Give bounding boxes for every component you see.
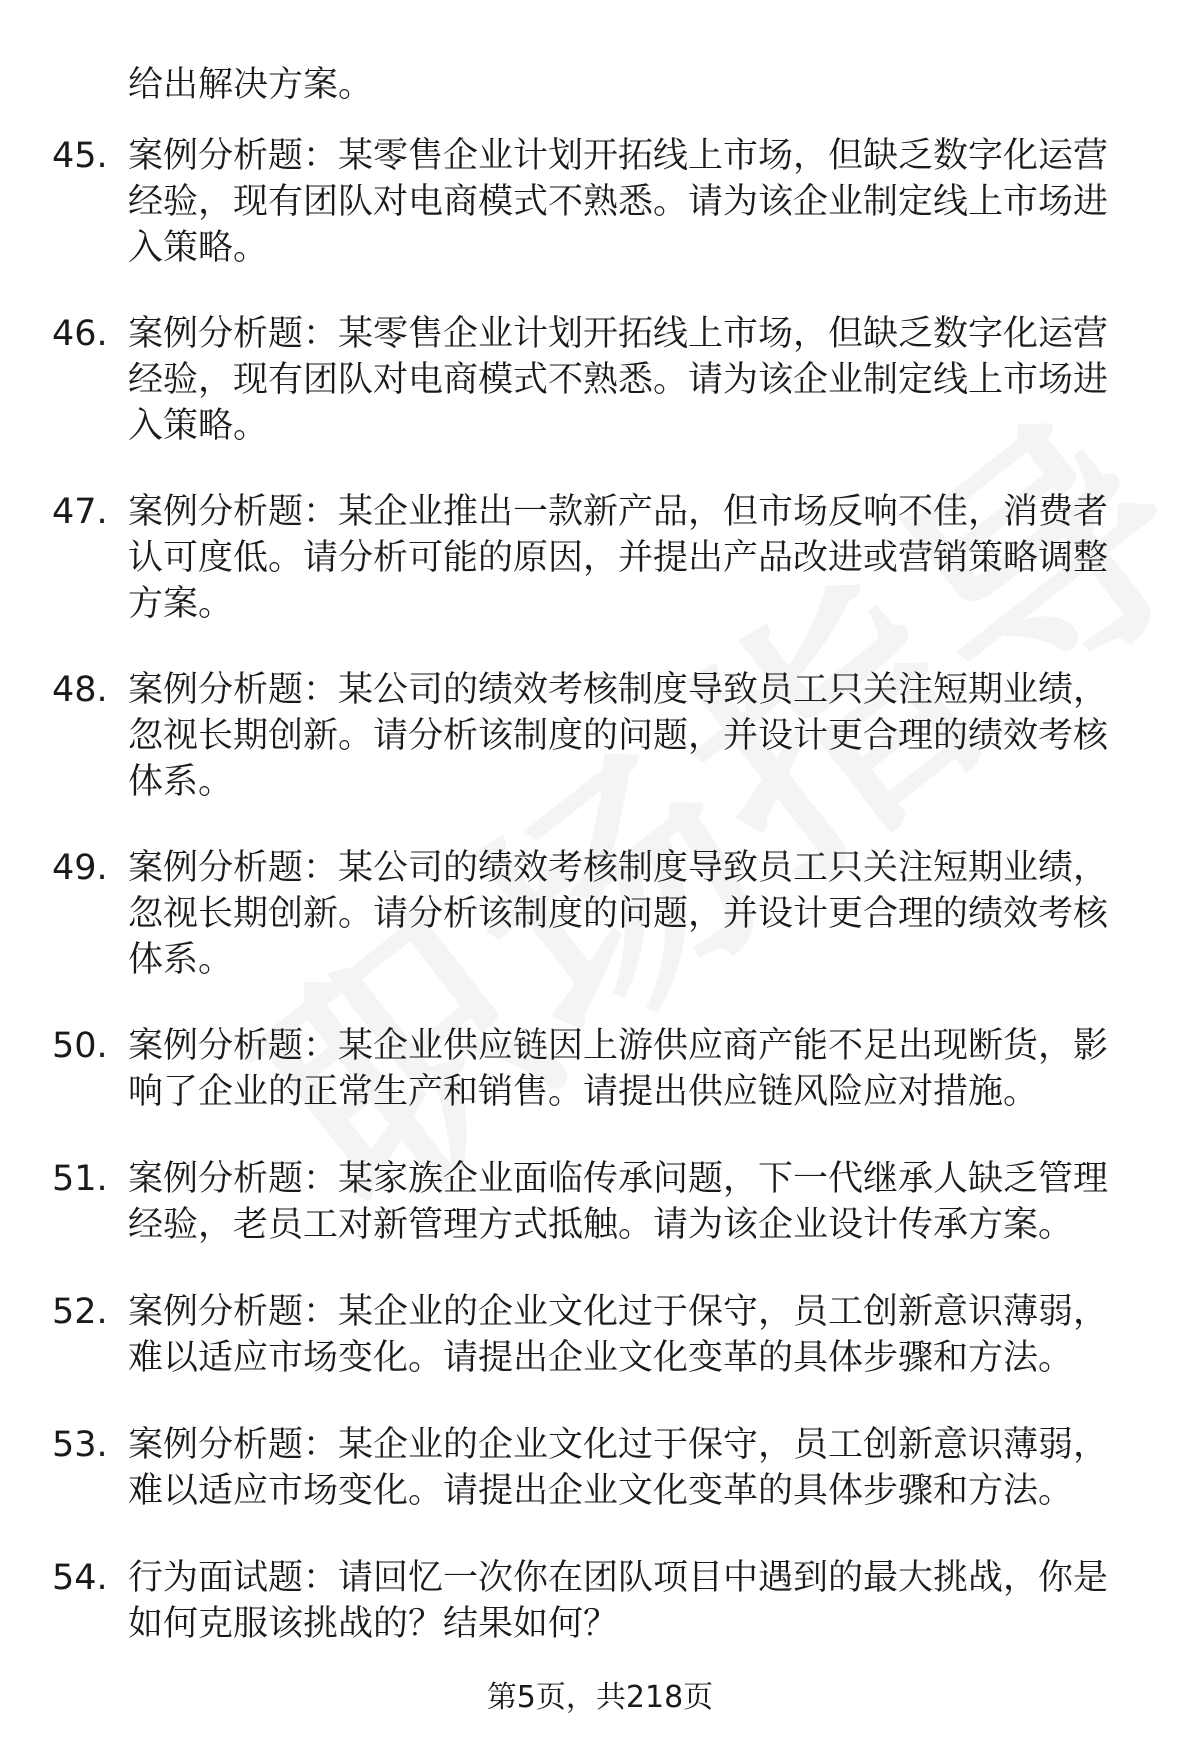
question-text: 案例分析题：某家族企业面临传承问题，下一代继承人缺乏管理经验，老员工对新管理方式抵触。请为该企业设计传承方案。: [128, 1159, 1109, 1245]
question-text: 案例分析题：某企业推出一款新产品，但市场反响不佳，消费者认可度低。请分析可能的原因，并提出产品改进或营销策略调整方案。: [128, 492, 1109, 624]
question-text: 案例分析题：某零售企业计划开拓线上市场，但缺乏数字化运营经验，现有团队对电商模式不熟悉。请为该企业制定线上市场进入策略。: [128, 314, 1109, 446]
question-text: 案例分析题：某企业的企业文化过于保守，员工创新意识薄弱，难以适应市场变化。请提出企业文化变革的具体步骤和方法。: [128, 1425, 1109, 1511]
question-number: 54.: [52, 1558, 108, 1598]
question-number: 53.: [52, 1425, 108, 1465]
question-number: 50.: [52, 1026, 108, 1066]
question-text: 案例分析题：某公司的绩效考核制度导致员工只关注短期业绩，忽视长期创新。请分析该制度的问题，并设计更合理的绩效考核体系。: [128, 670, 1109, 802]
question-number: 52.: [52, 1292, 108, 1332]
question-text: 案例分析题：某企业的企业文化过于保守，员工创新意识薄弱，难以适应市场变化。请提出企业文化变革的具体步骤和方法。: [128, 1292, 1109, 1378]
question-number: 51.: [52, 1159, 108, 1199]
question-number: 49.: [52, 848, 108, 888]
previous-question-tail: 给出解决方案。: [128, 65, 374, 105]
question-text: 案例分析题：某公司的绩效考核制度导致员工只关注短期业绩，忽视长期创新。请分析该制度的问题，并设计更合理的绩效考核体系。: [128, 848, 1109, 980]
question-number: 48.: [52, 670, 108, 710]
question-text: 案例分析题：某企业供应链因上游供应商产能不足出现断货，影响了企业的正常生产和销售。请提出供应链风险应对措施。: [128, 1026, 1109, 1112]
question-text: 行为面试题：请回忆一次你在团队项目中遇到的最大挑战，你是如何克服该挑战的？结果如何？: [128, 1558, 1109, 1644]
question-number: 46.: [52, 314, 108, 354]
question-text: 案例分析题：某零售企业计划开拓线上市场，但缺乏数字化运营经验，现有团队对电商模式不熟悉。请为该企业制定线上市场进入策略。: [128, 136, 1109, 268]
question-number: 45.: [52, 136, 108, 176]
page-footer: 第5页，共218页: [486, 1680, 714, 1715]
question-number: 47.: [52, 492, 108, 532]
